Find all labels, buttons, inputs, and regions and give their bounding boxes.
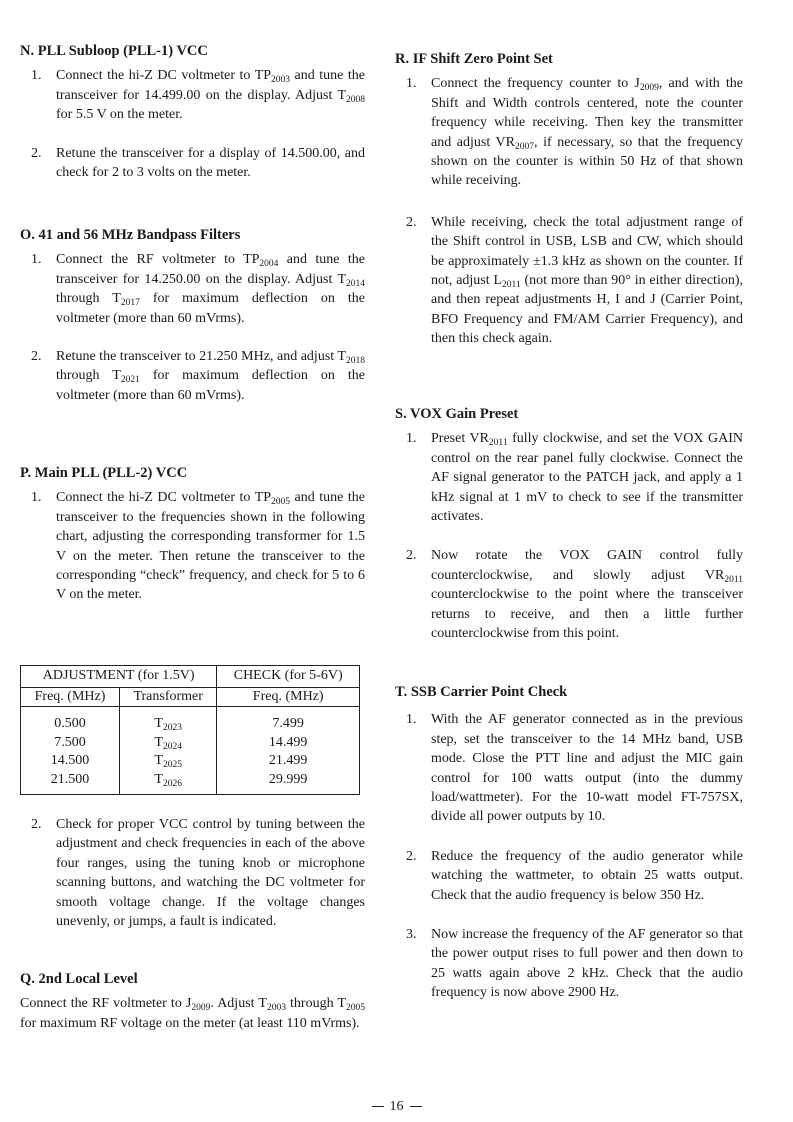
section-t-step-1: 1. With the AF generator connected as in the previous step, set the transceiver to the 14 MHz band, USB mode. Close the PTT line and adjust the MIC gain control for 100 watts output (into the dummy load/wattmeter). For the 10-watt model FT-757SX, divide all power outputs by 10. xyxy=(406,712,743,825)
section-p-step-1: 1. Connect the hi-Z DC voltmeter to $TP_{2005}$ and tune the transceiver to the frequencies shown in the following chart, adjusting the corresponding transformer for 1.5 V on the meter. Then retune the transceiver to the corresponding “check” frequency, and check for 5 to 6 V on the meter. xyxy=(31,490,365,603)
table-row: 21.500 $T_{2026}$ 29.999 xyxy=(21,771,360,794)
table-group-header-check: CHECK (for 5-6V) xyxy=(217,666,360,688)
section-s-title: S. VOX Gain Preset xyxy=(395,406,519,422)
section-t-step-3: 3. Now increase the frequency of the AF generator so that the power output rises to full power and then down to 25 watts again above 2 kHz. Check that the audio frequency is now above 2900 Hz. xyxy=(406,927,743,1001)
section-r-title: R. IF Shift Zero Point Set xyxy=(395,51,553,67)
table-row: 7.500 $T_{2024}$ 14.499 xyxy=(21,734,360,753)
section-o-title: O. 41 and 56 MHz Bandpass Filters xyxy=(20,227,241,243)
section-n-step-2: 2. Retune the transceiver for a display of 14.500.00, and check for 2 to 3 volts on the meter. xyxy=(31,145,365,181)
section-p xyxy=(20,464,365,605)
section-n-title: N. PLL Subloop (PLL-1) VCC xyxy=(20,43,208,59)
section-o xyxy=(20,226,365,405)
section-o-step-2: 2. Retune the transceiver to 21.250 MHz, and adjust $T_{2018}$ through $T_{2021}$ for maximum deflection on the voltmeter (more than 60 mVrms). xyxy=(31,349,365,403)
section-r-step-2: 2. While receiving, check the total adjustment range of the Shift control in USB, LSB and CW, which should be approximately ±1.3 kHz as shown on the counter. If not, adjust $L_{2011}$ (not more than 90° in either direction), and then repeat adjustments H, I and J (Carrier Point, BFO Frequency and FM/AM Carrier Frequency), and then this check again. xyxy=(406,214,743,347)
page-number: 16 xyxy=(389,1099,404,1114)
section-r-step-1: 1. Connect the frequency counter to $J_{2009}$, and with the Shift and Width controls centered, note the counter frequency while receiving. Then key the transmitter and adjust $VR_{2007}$, if necessary, so that the frequency shown on the counter is within 50 Hz of that shown while receiving. xyxy=(406,76,743,189)
table-group-header-adjustment: ADJUSTMENT (for 1.5V) xyxy=(21,666,217,688)
section-r xyxy=(395,50,743,349)
section-s-step-2: 2. Now rotate the VOX GAIN control fully counterclockwise, and slowly adjust $VR_{2011}$ counterclockwise to the point where the transceiver returns to receive, and then a little further counterclockwise from this point. xyxy=(406,548,743,642)
section-p-title: P. Main PLL (PLL-2) VCC xyxy=(20,465,188,481)
adjustment-table xyxy=(20,665,360,795)
section-s xyxy=(395,405,743,643)
dash-right xyxy=(410,1106,422,1107)
section-q-title: Q. 2nd Local Level xyxy=(20,971,138,987)
section-t-step-2: 2. Reduce the frequency of the audio generator while watching the wattmeter, to obtain 25 watts output. Check that the audio frequency is below 350 Hz. xyxy=(406,848,743,903)
section-q xyxy=(20,970,365,1033)
section-t-title: T. SSB Carrier Point Check xyxy=(395,684,568,700)
dash-left xyxy=(372,1106,384,1107)
table-row: 14.500 $T_{2025}$ 21.499 xyxy=(21,752,360,771)
section-q-text: Connect the RF voltmeter to $J_{2009}$. Adjust $T_{2003}$ through $T_{2005}$ for maximum RF voltage on the meter (at least 110 mVrms). xyxy=(20,996,365,1031)
page-footer xyxy=(0,1097,793,1116)
section-n-step-1: 1. Connect the hi-Z DC voltmeter to $TP_{2003}$ and tune the transceiver for 14.499.00 on the display. Adjust $T_{2008}$ for 5.5 V on the meter. xyxy=(31,68,365,123)
section-s-step-1: 1. Preset $VR_{2011}$ fully clockwise, and set the VOX GAIN control on the rear panel fully clockwise. Connect the AF signal generator to the PATCH jack, and apply a 1 kHz signal at 1 mV to check to see if the transmitter activates. xyxy=(406,431,743,525)
table-header-check-freq: Freq. (MHz) xyxy=(217,687,360,707)
table-header-adj-freq: Freq. (MHz) xyxy=(21,687,120,707)
section-o-step-1: 1. Connect the RF voltmeter to $TP_{2004}$ and tune the transceiver for 14.250.00 on the display. Adjust $T_{2014}$ through $T_{2017}$ for maximum deflection on the voltmeter (more than 60 mVrms). xyxy=(31,252,365,326)
section-p-continued xyxy=(20,815,365,931)
section-p-step-2: 2. Check for proper VCC control by tuning between the adjustment and check frequencies in each of the above four ranges, using the tuning knob or microphone scanning buttons, and watching the DC voltmeter for smooth voltage change. If the voltage changes unevenly, or jumps, a fault is indicated. xyxy=(31,817,365,930)
table-row: 0.500 $T_{2023}$ 7.499 xyxy=(21,707,360,734)
section-n xyxy=(20,42,365,182)
section-t xyxy=(395,683,743,1003)
table-header-transformer: Transformer xyxy=(120,687,217,707)
